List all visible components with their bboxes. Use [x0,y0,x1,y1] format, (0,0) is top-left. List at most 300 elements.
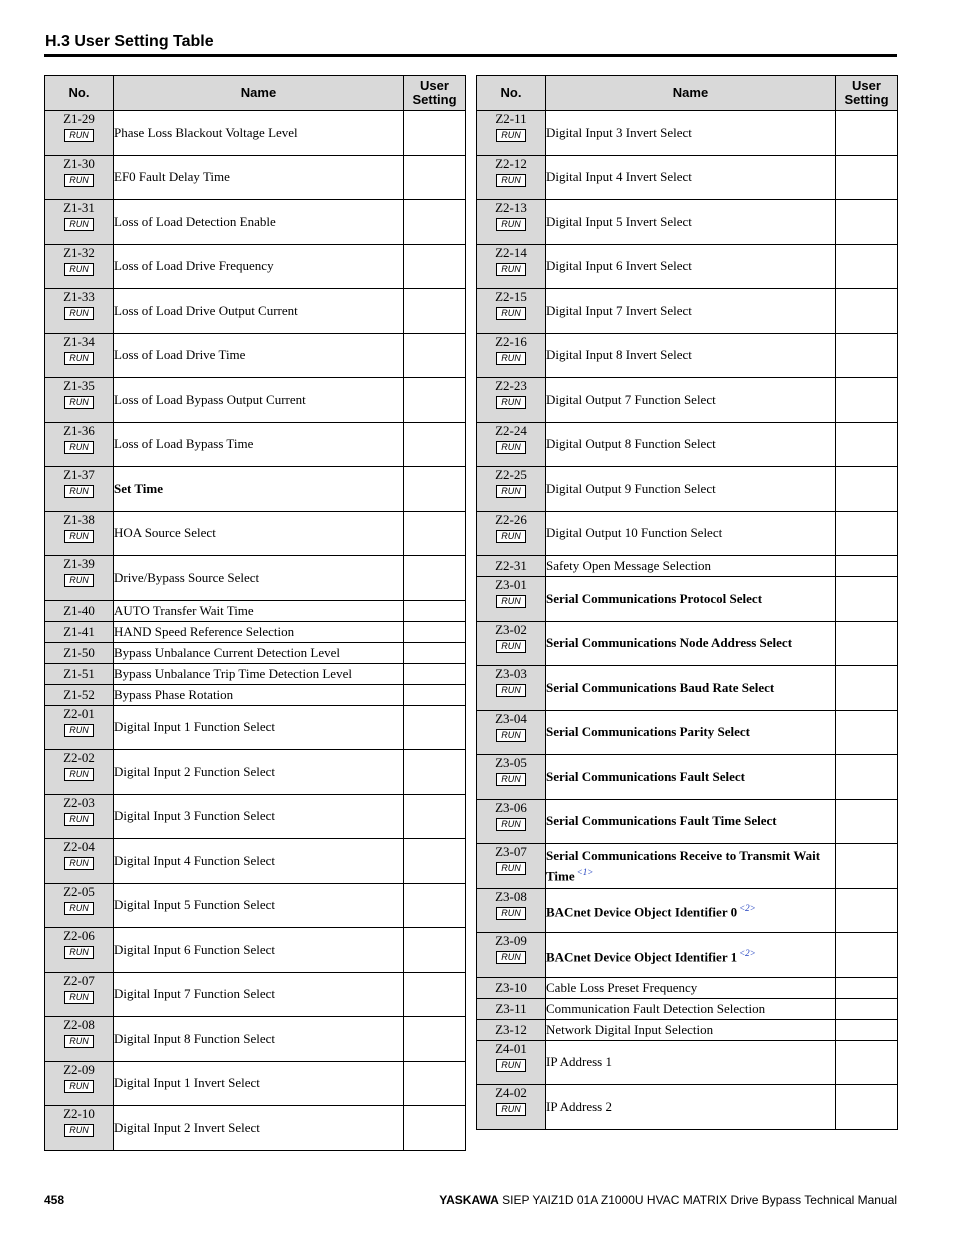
parameter-name-cell [546,1019,836,1040]
parameter-name-cell [114,928,404,973]
parameter-name-cell [114,1106,404,1151]
parameter-name-cell [114,111,404,156]
parameter-no-cell [477,1040,546,1085]
parameter-name-cell [546,621,836,666]
parameter-name: Loss of Load Drive Frequency [114,258,274,274]
footnote-reference[interactable]: <2> [739,903,756,914]
run-badge: RUN [496,1103,526,1116]
parameter-name-cell [114,511,404,556]
run-badge: RUN [64,724,94,737]
run-badge: RUN [496,684,526,697]
parameter-name: Digital Input 3 Invert Select [546,124,692,140]
parameter-name: Digital Input 3 Function Select [114,808,276,824]
run-badge: RUN [64,307,94,320]
table-row [45,200,466,245]
parameter-name: Digital Input 1 Invert Select [114,1075,260,1091]
parameter-number: Z1-52 [63,686,95,702]
parameter-name: Digital Output 7 Function Select [546,391,716,407]
run-badge: RUN [64,574,94,587]
parameter-number: Z1-41 [63,623,95,639]
user-setting-cell [836,933,898,978]
user-setting-cell [404,642,466,663]
parameter-no-cell [45,600,114,621]
parameter-no-cell [477,511,546,556]
parameter-name: Loss of Load Bypass Time [114,436,254,452]
parameter-name-cell [114,333,404,378]
parameter-no-cell [477,710,546,755]
table-row [45,511,466,556]
parameter-name: HOA Source Select [114,525,216,541]
table-row [45,794,466,839]
user-setting-cell [404,1061,466,1106]
table-row [477,1019,898,1040]
parameter-number: Z1-50 [63,644,95,660]
user-setting-cell [404,928,466,973]
user-setting-cell [836,1019,898,1040]
parameter-name-cell [546,933,836,978]
parameter-no-cell [477,556,546,577]
run-badge: RUN [496,174,526,187]
parameter-no-cell [477,378,546,423]
run-badge: RUN [496,530,526,543]
parameter-name-cell [114,663,404,684]
header-user-setting: User Setting [404,76,466,111]
table-row [45,244,466,289]
parameter-number: Z1-40 [63,602,95,618]
table-row [45,663,466,684]
parameter-name: Digital Input 4 Function Select [114,852,276,868]
table-row [477,511,898,556]
page-number: 458 [44,1193,65,1207]
table-row [477,621,898,666]
parameter-number: Z2-03 [63,794,95,810]
user-setting-cell [404,556,466,601]
parameter-no-cell [477,621,546,666]
user-setting-cell [404,200,466,245]
table-row [45,1061,466,1106]
parameter-name: HAND Speed Reference Selection [114,623,295,639]
user-setting-cell [836,378,898,423]
user-setting-cell [836,511,898,556]
user-setting-cell [836,244,898,289]
parameter-no-cell [477,1085,546,1130]
table-row [45,111,466,156]
parameter-no-cell [45,1106,114,1151]
run-badge: RUN [64,174,94,187]
user-setting-cell [836,422,898,467]
user-setting-cell [404,422,466,467]
parameter-name: Digital Output 10 Function Select [546,525,723,541]
parameter-number: Z2-06 [63,928,95,943]
parameter-name-cell [546,888,836,933]
parameter-name-cell [546,666,836,711]
parameter-number: Z2-23 [495,378,527,393]
table-row [45,750,466,795]
header-name: Name [546,76,836,111]
parameter-name: Serial Communications Fault Time Select [546,813,777,829]
parameter-name: Digital Input 7 Function Select [114,986,276,1002]
parameter-no-cell [45,928,114,973]
run-badge: RUN [64,1080,94,1093]
user-setting-cell [836,577,898,622]
parameter-name-cell [114,244,404,289]
parameter-number: Z3-01 [495,577,527,592]
run-badge: RUN [496,441,526,454]
parameter-name: EF0 Fault Delay Time [114,169,230,185]
parameter-name-cell [114,1061,404,1106]
parameter-number: Z2-24 [495,422,527,438]
user-setting-cell [836,844,898,889]
user-setting-cell [404,883,466,928]
user-setting-cell [404,972,466,1017]
user-setting-cell [836,155,898,200]
run-badge: RUN [496,129,526,142]
footer [439,1193,897,1207]
parameter-no-cell [45,511,114,556]
run-badge: RUN [496,773,526,786]
user-setting-cell [404,244,466,289]
user-setting-cell [836,755,898,800]
user-setting-cell [836,556,898,577]
table-row [45,928,466,973]
parameter-number: Z2-13 [495,200,527,215]
header-name: Name [114,76,404,111]
run-badge: RUN [496,218,526,231]
parameter-number: Z1-31 [63,200,95,215]
table-row [477,467,898,512]
parameter-name-cell [546,378,836,423]
table-row [45,556,466,601]
table-row [477,155,898,200]
table-row [477,244,898,289]
run-badge: RUN [496,862,526,875]
parameter-number: Z3-04 [495,710,527,726]
parameter-name: Bypass Unbalance Trip Time Detection Level [114,665,352,681]
user-setting-cell [836,467,898,512]
parameter-no-cell [45,663,114,684]
footer-brand: YASKAWA [439,1193,499,1207]
user-setting-cell [404,705,466,750]
table-row [477,710,898,755]
parameter-name-cell [546,998,836,1019]
table-row [45,600,466,621]
footnote-reference[interactable]: <2> [739,947,756,958]
user-setting-cell [836,998,898,1019]
parameter-name-cell [546,333,836,378]
parameter-no-cell [45,883,114,928]
user-setting-cell [404,1017,466,1062]
table-row [45,1017,466,1062]
parameter-no-cell [477,200,546,245]
parameter-number: Z2-16 [495,333,527,349]
parameter-number: Z3-09 [495,933,527,948]
parameter-name-cell [114,1017,404,1062]
run-badge: RUN [64,263,94,276]
parameter-name: Digital Input 6 Function Select [114,941,276,957]
table-body-right [477,111,898,1130]
table-row [45,839,466,884]
parameter-number: Z3-08 [495,888,527,904]
parameter-name: IP Address 2 [546,1098,612,1114]
user-setting-cell [836,710,898,755]
parameter-name-cell [546,556,836,577]
run-badge: RUN [64,857,94,870]
parameter-no-cell [477,888,546,933]
table-row [477,333,898,378]
table-body-left [45,111,466,1151]
parameter-name-cell [114,621,404,642]
parameter-name: Serial Communications Baud Rate Select [546,679,775,695]
table-row [45,1106,466,1151]
parameter-name-cell [114,467,404,512]
parameter-number: Z2-14 [495,244,527,260]
parameter-name: AUTO Transfer Wait Time [114,602,254,618]
parameter-name: Communication Fault Detection Selection [546,1000,766,1016]
table-row [477,998,898,1019]
run-badge: RUN [64,218,94,231]
user-setting-cell [404,511,466,556]
run-badge: RUN [64,902,94,915]
parameter-no-cell [477,977,546,998]
table-row [45,684,466,705]
parameter-no-cell [477,155,546,200]
table-row [477,666,898,711]
parameter-number: Z4-01 [495,1040,527,1056]
parameter-name: Digital Output 8 Function Select [546,436,716,452]
user-setting-cell [836,1085,898,1130]
parameter-no-cell [45,333,114,378]
parameter-name-cell [546,799,836,844]
user-setting-cell [836,1040,898,1085]
parameter-name-cell [114,422,404,467]
parameter-name-cell [114,155,404,200]
parameter-name-cell [546,1040,836,1085]
parameter-name: Loss of Load Drive Time [114,347,246,363]
parameter-number: Z1-36 [63,422,95,438]
parameter-no-cell [477,1019,546,1040]
parameter-number: Z1-33 [63,289,95,304]
parameter-number: Z2-01 [63,705,95,721]
table-row [477,844,898,889]
parameter-name-cell [546,1085,836,1130]
table-row [477,755,898,800]
parameter-name-cell [546,844,836,889]
parameter-no-cell [45,200,114,245]
parameter-number: Z2-09 [63,1061,95,1077]
table-row [45,422,466,467]
parameter-no-cell [477,755,546,800]
table-row [45,333,466,378]
table-row [477,556,898,577]
user-setting-cell [404,600,466,621]
table-row [477,1040,898,1085]
parameter-no-cell [477,422,546,467]
parameter-name: Serial Communications Fault Select [546,768,745,784]
section-title: H.3 User Setting Table [45,33,214,50]
parameter-name: Digital Input 6 Invert Select [546,258,692,274]
user-setting-cell [404,794,466,839]
parameter-no-cell [45,467,114,512]
parameter-no-cell [45,1017,114,1062]
parameter-name-cell [114,794,404,839]
parameter-name: Loss of Load Detection Enable [114,213,276,229]
user-setting-cell [404,155,466,200]
parameter-no-cell [477,799,546,844]
table-row [45,378,466,423]
table-row [477,888,898,933]
parameter-name-cell [114,972,404,1017]
parameter-name-cell [114,200,404,245]
parameter-name-cell [546,755,836,800]
run-badge: RUN [64,1035,94,1048]
table-row [45,467,466,512]
parameter-name: IP Address 1 [546,1054,612,1070]
footnote-reference[interactable]: <1> [576,866,594,877]
run-badge: RUN [64,530,94,543]
user-setting-cell [836,888,898,933]
table-row [45,155,466,200]
parameter-no-cell [477,933,546,978]
table-row [477,799,898,844]
parameter-name: Digital Input 2 Invert Select [114,1119,260,1135]
parameter-name-cell [546,467,836,512]
parameter-number: Z3-02 [495,621,527,637]
parameter-number: Z3-03 [495,666,527,681]
parameter-no-cell [45,111,114,156]
parameter-name: Bypass Unbalance Current Detection Level [114,644,340,660]
parameter-no-cell [45,684,114,705]
table-row [477,933,898,978]
parameter-number: Z1-29 [63,111,95,126]
parameter-name-cell [114,642,404,663]
run-badge: RUN [496,951,526,964]
parameter-no-cell [45,289,114,334]
parameter-number: Z2-11 [495,111,527,126]
run-badge: RUN [64,396,94,409]
run-badge: RUN [496,263,526,276]
parameter-name-cell [546,200,836,245]
parameter-number: Z2-31 [495,558,527,573]
table-row [477,111,898,156]
user-setting-table-right [476,75,898,1130]
run-badge: RUN [64,129,94,142]
table-row [477,422,898,467]
parameter-number: Z3-06 [495,799,527,815]
parameter-name-cell [114,684,404,705]
user-setting-cell [836,621,898,666]
parameter-name: Digital Input 7 Invert Select [546,302,692,318]
parameter-number: Z2-02 [63,750,95,765]
run-badge: RUN [64,991,94,1004]
parameter-no-cell [45,556,114,601]
header-user-setting: User Setting [836,76,898,111]
parameter-no-cell [45,972,114,1017]
parameter-no-cell [45,244,114,289]
user-setting-cell [404,467,466,512]
footer-manual-title: SIEP YAIZ1D 01A Z1000U HVAC MATRIX Drive Bypass Technical Manual [502,1193,897,1207]
parameter-name: Safety Open Message Selection [546,558,711,573]
parameter-number: Z2-12 [495,155,527,171]
table-row [45,289,466,334]
parameter-no-cell [477,577,546,622]
parameter-name: Digital Input 2 Function Select [114,763,276,779]
parameter-name-cell [546,577,836,622]
user-setting-cell [404,684,466,705]
run-badge: RUN [496,485,526,498]
parameter-number: Z2-15 [495,289,527,304]
parameter-name-cell [114,600,404,621]
parameter-no-cell [45,750,114,795]
parameter-number: Z2-04 [63,839,95,854]
parameter-no-cell [45,378,114,423]
run-badge: RUN [64,441,94,454]
parameter-name-cell [114,378,404,423]
parameter-name-cell [546,422,836,467]
header-no: No. [477,76,546,111]
title-rule [44,54,897,57]
user-setting-cell [404,289,466,334]
parameter-name: Cable Loss Preset Frequency [546,979,698,995]
table-row [45,705,466,750]
parameter-no-cell [477,467,546,512]
parameter-no-cell [45,642,114,663]
table-row [45,972,466,1017]
parameter-name: Set Time [114,480,163,496]
user-setting-cell [404,750,466,795]
user-setting-cell [404,378,466,423]
run-badge: RUN [496,352,526,365]
run-badge: RUN [496,818,526,831]
parameter-no-cell [45,422,114,467]
run-badge: RUN [64,485,94,498]
parameter-no-cell [45,794,114,839]
table-row [45,621,466,642]
run-badge: RUN [64,768,94,781]
parameter-name: Drive/Bypass Source Select [114,569,260,585]
parameter-number: Z1-30 [63,155,95,171]
parameter-name: Digital Input 8 Function Select [114,1030,276,1046]
parameter-no-cell [477,244,546,289]
parameter-name: Loss of Load Bypass Output Current [114,391,306,407]
parameter-no-cell [45,839,114,884]
table-row [477,577,898,622]
parameter-number: Z1-34 [63,333,95,349]
parameter-number: Z4-02 [495,1085,527,1100]
parameter-name: Digital Input 1 Function Select [114,719,276,735]
user-setting-cell [836,289,898,334]
parameter-name: Serial Communications Protocol Select [546,590,763,606]
parameter-name-cell [114,750,404,795]
header-no: No. [45,76,114,111]
parameter-no-cell [477,111,546,156]
table-row [477,1085,898,1130]
parameter-name: Digital Output 9 Function Select [546,480,716,496]
parameter-number: Z1-32 [63,244,95,260]
run-badge: RUN [496,640,526,653]
parameter-name-cell [114,556,404,601]
parameter-name-cell [114,839,404,884]
run-badge: RUN [496,729,526,742]
parameter-name: Digital Input 8 Invert Select [546,347,692,363]
table-row [477,977,898,998]
run-badge: RUN [496,907,526,920]
parameter-number: Z2-10 [63,1106,95,1121]
user-setting-cell [836,977,898,998]
user-setting-cell [836,200,898,245]
parameter-number: Z2-26 [495,511,527,527]
user-setting-cell [404,1106,466,1151]
parameter-name-cell [546,977,836,998]
